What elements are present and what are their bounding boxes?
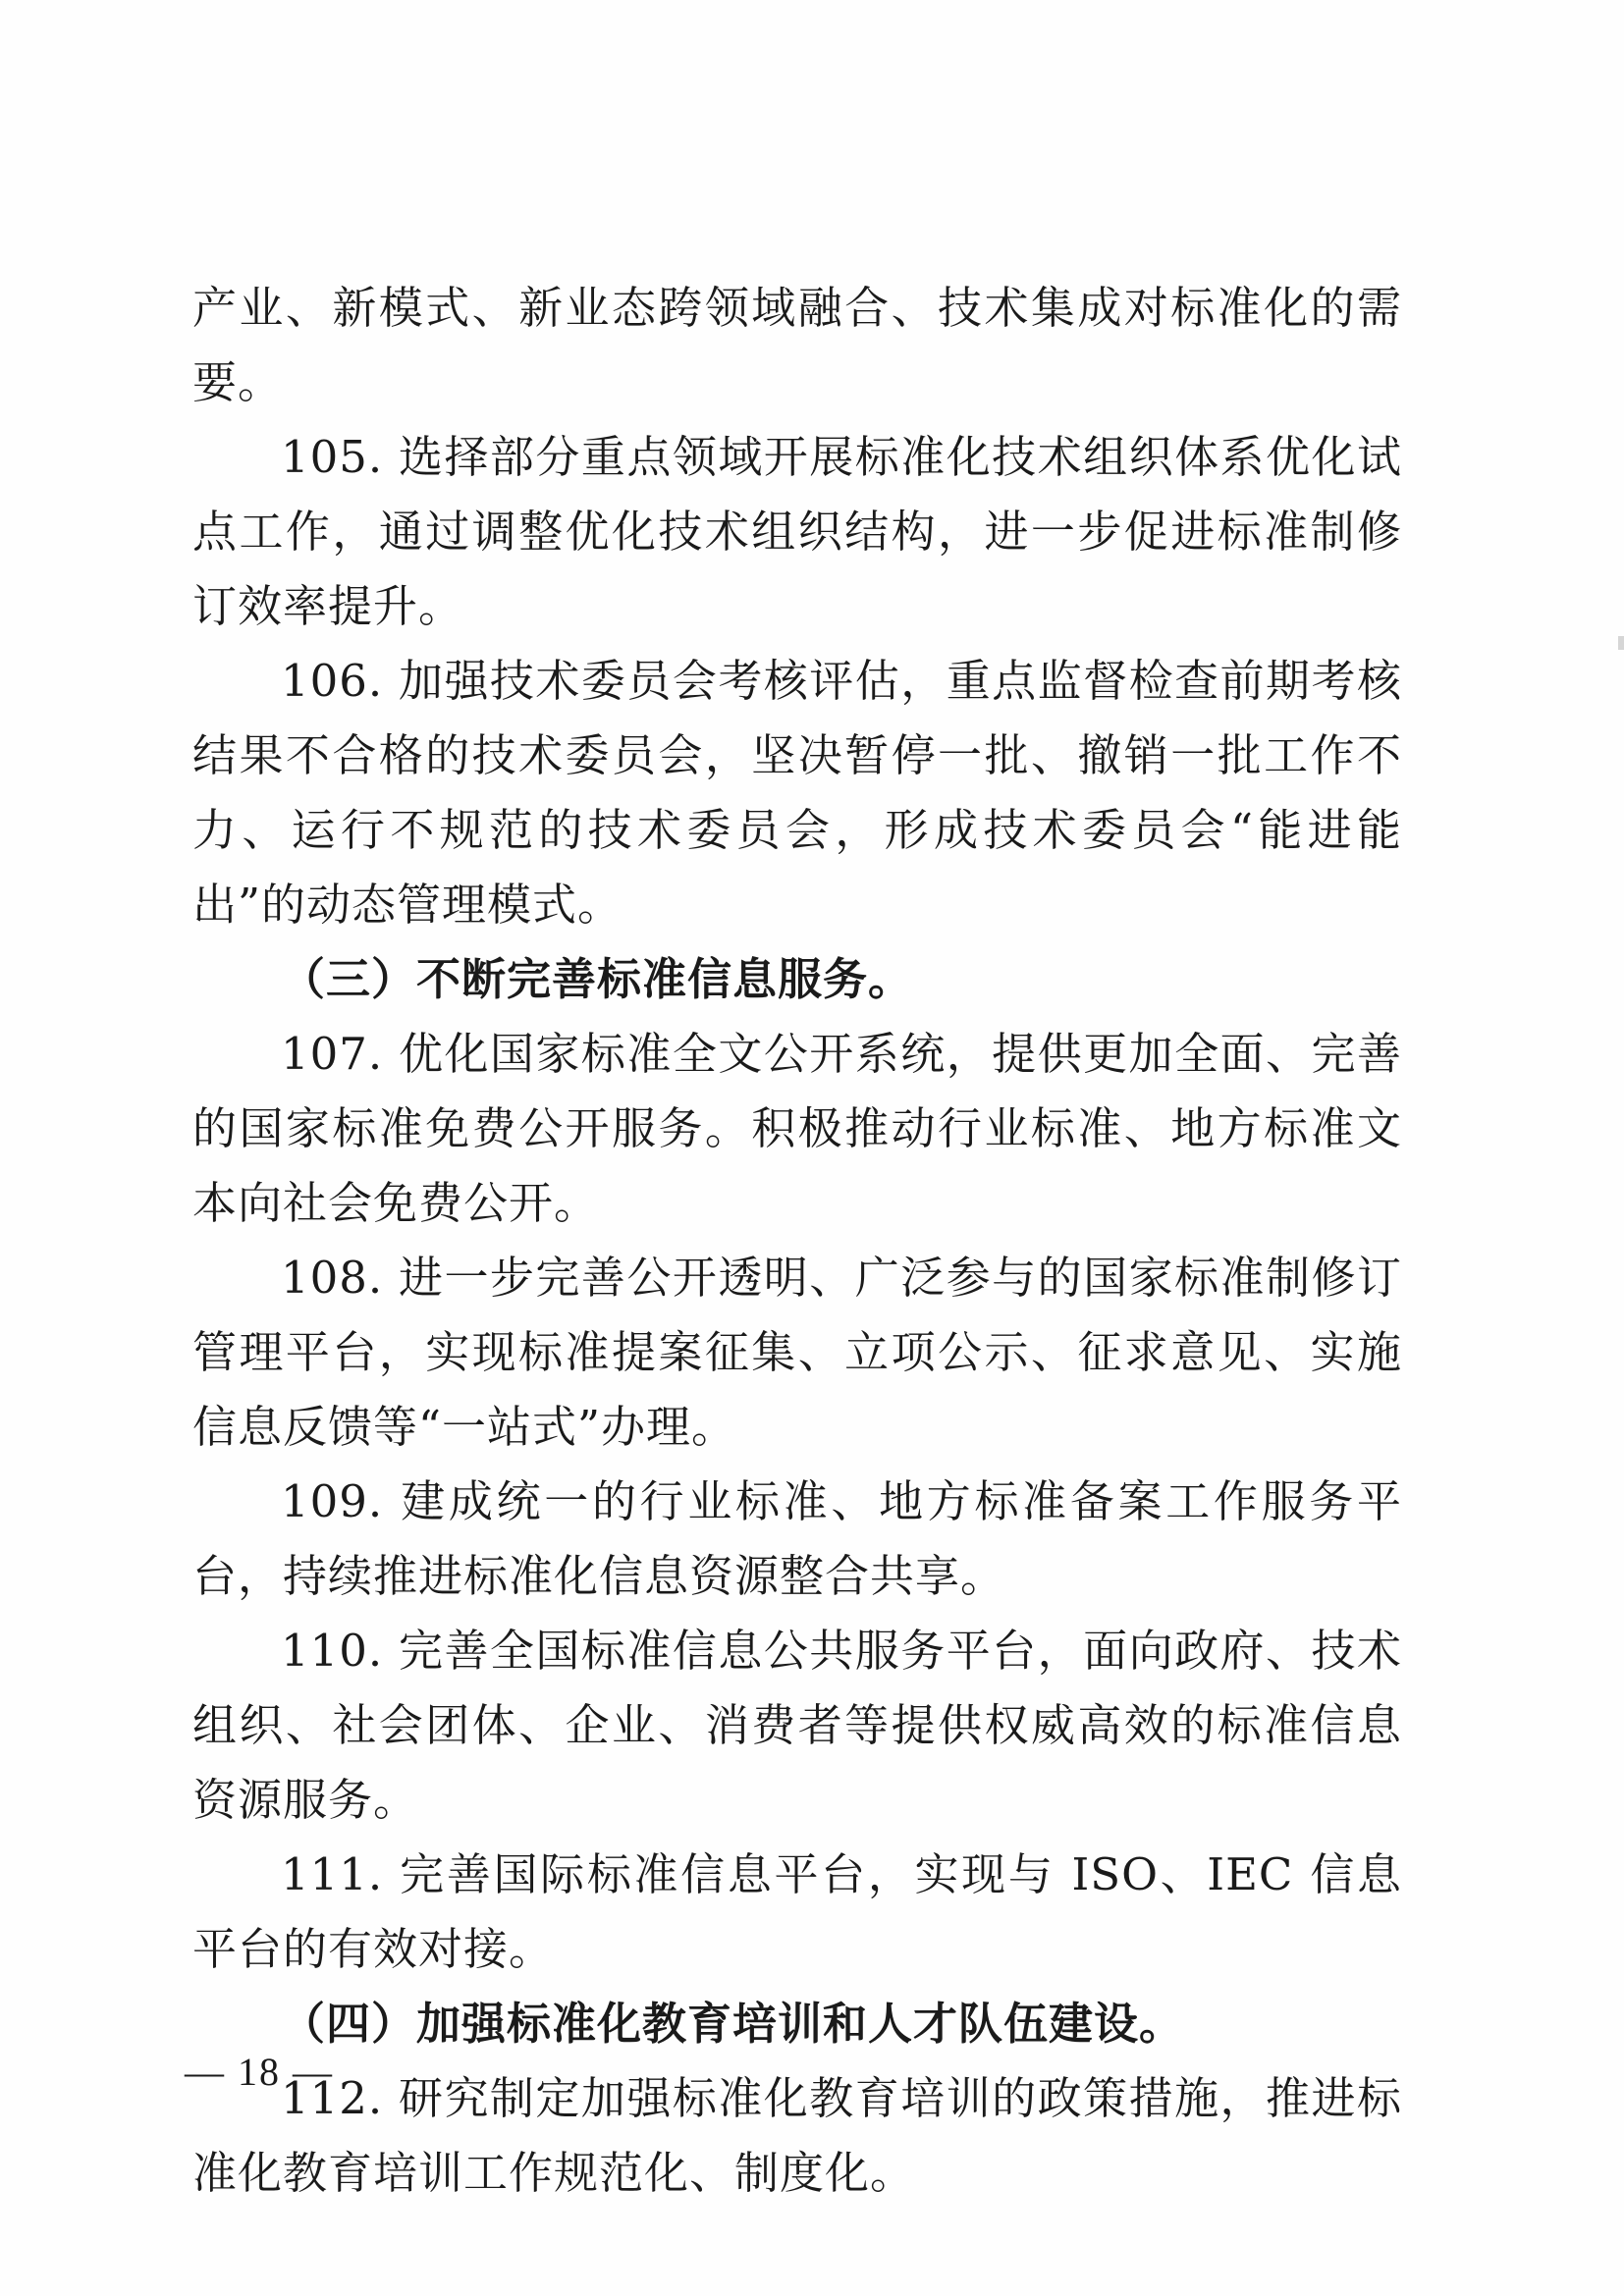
page-number: — 18 — bbox=[185, 2050, 334, 2094]
paragraph-item-111: 111. 完善国际标准信息平台，实现与 ISO、IEC 信息平台的有效对接。 bbox=[192, 1848, 1402, 1975]
scan-edge-mark bbox=[1618, 636, 1624, 650]
document-body bbox=[192, 271, 1402, 2211]
paragraph-item-105: 105. 选择部分重点领域开展标准化技术组织体系优化试点工作，通过调整优化技术组织结构，进一步促进标准制修订效率提升。 bbox=[192, 431, 1402, 632]
paragraph-item-110: 110. 完善全国标准信息公共服务平台，面向政府、技术组织、社会团体、企业、消费者等提供权威高效的标准信息资源服务。 bbox=[192, 1625, 1402, 1826]
paragraph-continuation: 产业、新模式、新业态跨领域融合、技术集成对标准化的需要。 bbox=[192, 282, 1402, 408]
paragraph-item-109: 109. 建成统一的行业标准、地方标准备案工作服务平台，持续推进标准化信息资源整合共享。 bbox=[192, 1475, 1402, 1602]
paragraph-item-112: 112. 研究制定加强标准化教育培训的政策措施，推进标准化教育培训工作规范化、制度化。 bbox=[192, 2072, 1402, 2199]
paragraph-item-107: 107. 优化国家标准全文公开系统，提供更加全面、完善的国家标准免费公开服务。积极推动行业标准、地方标准文本向社会免费公开。 bbox=[192, 1028, 1402, 1229]
paragraph-item-108: 108. 进一步完善公开透明、广泛参与的国家标准制修订管理平台，实现标准提案征集、立项公示、征求意见、实施信息反馈等“一站式”办理。 bbox=[192, 1252, 1402, 1453]
section-heading-4: （四）加强标准化教育培训和人才队伍建设。 bbox=[281, 1998, 1185, 2050]
section-heading-3: （三）不断完善标准信息服务。 bbox=[281, 953, 914, 1005]
paragraph-item-106: 106. 加强技术委员会考核评估，重点监督检查前期考核结果不合格的技术委员会，坚决暂停一批、撤销一批工作不力、运行不规范的技术委员会，形成技术委员会“能进能出”的动态管理模式。 bbox=[192, 655, 1402, 931]
